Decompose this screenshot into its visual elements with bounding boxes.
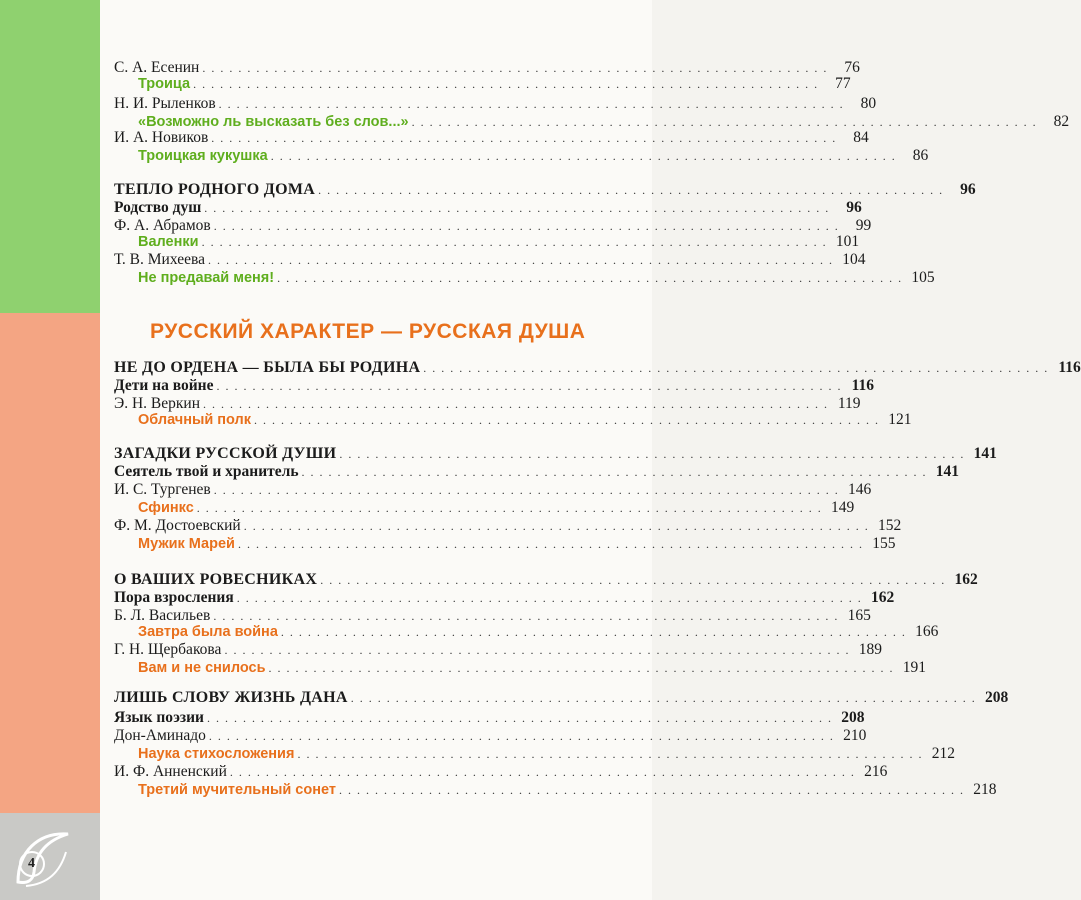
toc-entry[interactable]	[114, 516, 902, 536]
toc-entry-page: 149	[831, 499, 855, 516]
toc-leader-dots: . . . . . . . . . . . . . . . . . . . . . . . . . . . . . . . . . . . . . . . . . . . . . . . . . . . . . . . . . . . . . . . . . . . . . .	[203, 397, 829, 411]
toc-entry[interactable]	[114, 622, 939, 642]
toc-leader-dots: . . . . . . . . . . . . . . . . . . . . . . . . . . . . . . . . . . . . . . . . . . . . . . . . . . . . . . . . . . . . . . . . . . . . . .	[211, 131, 837, 145]
toc-leader-dots: . . . . . . . . . . . . . . . . . . . . . . . . . . . . . . . . . . . . . . . . . . . . . . . . . . . . . . . . . . . . . . . . . . . . . .	[280, 625, 907, 639]
toc-entry-title: «Возможно ль высказать без слов...»	[138, 114, 409, 130]
toc-leader-dots: . . . . . . . . . . . . . . . . . . . . . . . . . . . . . . . . . . . . . . . . . . . . . . . . . . . . . . . . . . . . . . . . . . . . . .	[196, 501, 823, 515]
toc-entry-page: 76	[844, 59, 860, 76]
toc-entry-page: 146	[848, 481, 872, 498]
toc-entry-page: 86	[912, 147, 929, 164]
toc-entry[interactable]	[114, 74, 851, 94]
toc-leader-dots: . . . . . . . . . . . . . . . . . . . . . . . . . . . . . . . . . . . . . . . . . . . . . . . . . . . . . . . . . . . . . . . . . . . . . .	[193, 77, 819, 91]
toc-leader-dots: . . . . . . . . . . . . . . . . . . . . . . . . . . . . . . . . . . . . . . . . . . . . . . . . . . . . . . . . . . . . . . . . . . . . . .	[236, 591, 863, 605]
toc-entry-page: 162	[954, 571, 978, 588]
toc-entry[interactable]	[114, 198, 862, 218]
toc-entry-page: 166	[915, 623, 939, 640]
toc-entry-page: 155	[872, 535, 896, 552]
toc-entry-title: Сфинкс	[138, 500, 194, 516]
toc-entry[interactable]	[114, 762, 888, 782]
toc-entry[interactable]	[114, 658, 926, 678]
toc-leader-dots: . . . . . . . . . . . . . . . . . . . . . . . . . . . . . . . . . . . . . . . . . . . . . . . . . . . . . . . . . . . . . . . . . . . . . .	[243, 519, 870, 533]
toc-leader-dots: . . . . . . . . . . . . . . . . . . . . . . . . . . . . . . . . . . . . . . . . . . . . . . . . . . . . . . . . . . . . . . . . . . . . . .	[277, 271, 903, 285]
toc-entry[interactable]	[114, 410, 912, 430]
toc-entry-title: Н. И. Рыленков	[114, 95, 216, 112]
toc-leader-dots: . . . . . . . . . . . . . . . . . . . . . . . . . . . . . . . . . . . . . . . . . . . . . . . . . . . . . . . . . . . . . . . . . . . . . .	[338, 783, 965, 797]
toc-entry-title: Наука стихосложения	[138, 746, 295, 762]
toc-entry-page: 212	[931, 745, 955, 762]
toc-entry[interactable]	[114, 94, 877, 114]
toc-entry-title: Г. Н. Щербакова	[114, 641, 222, 658]
toc-entry[interactable]	[114, 180, 976, 200]
toc-entry-page: 119	[837, 395, 861, 412]
toc-entry[interactable]	[114, 534, 896, 554]
toc-entry-page: 141	[973, 445, 997, 462]
toc-entry[interactable]	[114, 708, 865, 728]
toc-entry-page: 96	[960, 181, 976, 198]
toc-entry-page: 116	[851, 377, 874, 394]
toc-entry-title: Облачный полк	[138, 412, 252, 428]
toc-entry-title: И. А. Новиков	[114, 129, 209, 146]
toc-entry[interactable]	[114, 726, 867, 746]
toc-entry-title: Пора взросления	[114, 589, 234, 606]
toc-entry-page: 77	[835, 75, 851, 92]
toc-entry-title: Дон-Аминадо	[114, 727, 206, 744]
toc-entry-page: 165	[847, 607, 871, 624]
toc-leader-dots: . . . . . . . . . . . . . . . . . . . . . . . . . . . . . . . . . . . . . . . . . . . . . . . . . . . . . . . . . . . . . . . . . . . . . .	[423, 361, 1049, 375]
toc-leader-dots: . . . . . . . . . . . . . . . . . . . . . . . . . . . . . . . . . . . . . . . . . . . . . . . . . . . . . . . . . . . . . . . . . . . . . .	[229, 765, 856, 779]
toc-leader-dots: . . . . . . . . . . . . . . . . . . . . . . . . . . . . . . . . . . . . . . . . . . . . . . . . . . . . . . . . . . . . . . . . . . . . . .	[218, 97, 845, 111]
toc-leader-dots: . . . . . . . . . . . . . . . . . . . . . . . . . . . . . . . . . . . . . . . . . . . . . . . . . . . . . . . . . . . . . . . . . . . . . .	[224, 643, 850, 657]
toc-entry-title: И. С. Тургенев	[114, 481, 211, 498]
toc-entry-page: 141	[935, 463, 960, 480]
toc-entry-page: 104	[842, 251, 866, 268]
toc-entry-title: Дети на войне	[114, 377, 214, 394]
toc-entry-title: Троицкая кукушка	[138, 148, 268, 164]
toc-entry-title: Ф. М. Достоевский	[114, 517, 241, 534]
salmon-margin-band	[0, 313, 100, 813]
toc-entry-page: 82	[1053, 113, 1070, 130]
toc-entry-page: 116	[1058, 359, 1081, 376]
toc-entry[interactable]	[114, 480, 872, 500]
part-heading: РУССКИЙ ХАРАКТЕР — РУССКАЯ ДУША	[150, 320, 586, 343]
toc-entry[interactable]	[114, 232, 860, 252]
toc-entry-title: Третий мучительный сонет	[138, 782, 336, 798]
toc-entry-page: 80	[860, 95, 877, 112]
toc-entry-title: Вам и не снилось	[138, 660, 266, 676]
toc-entry[interactable]	[114, 462, 960, 482]
toc-entry-title: ЛИШЬ СЛОВУ ЖИЗНЬ ДАНА	[114, 689, 348, 706]
toc-entry-page: 99	[855, 217, 872, 234]
toc-entry-title: Язык поэзии	[114, 709, 204, 726]
toc-entry[interactable]	[114, 688, 1009, 708]
toc-entry-page: 105	[911, 269, 935, 286]
toc-entry-title: Мужик Марей	[138, 536, 235, 552]
toc-entry[interactable]	[114, 444, 997, 464]
toc-entry-page: 216	[864, 763, 888, 780]
toc-leader-dots: . . . . . . . . . . . . . . . . . . . . . . . . . . . . . . . . . . . . . . . . . . . . . . . . . . . . . . . . . . . . . . . . . . . . . .	[208, 729, 835, 743]
page-number: 4	[28, 856, 35, 871]
toc-entry-title: Сеятель твой и хранитель	[114, 463, 299, 480]
toc-leader-dots: . . . . . . . . . . . . . . . . . . . . . . . . . . . . . . . . . . . . . . . . . . . . . . . . . . . . . . . . . . . . . . . . . . . . . .	[350, 691, 977, 705]
toc-entry-title: Не предавай меня!	[138, 270, 275, 286]
toc-entry[interactable]	[114, 146, 929, 166]
toc-leader-dots: . . . . . . . . . . . . . . . . . . . . . . . . . . . . . . . . . . . . . . . . . . . . . . . . . . . . . . . . . . . . . . . . . . . . . .	[268, 661, 894, 675]
toc-leader-dots: . . . . . . . . . . . . . . . . . . . . . . . . . . . . . . . . . . . . . . . . . . . . . . . . . . . . . . . . . . . . . . . . . . . . . .	[213, 483, 840, 497]
toc-entry-title: ЗАГАДКИ РУССКОЙ ДУШИ	[114, 445, 337, 462]
toc-entry[interactable]	[114, 128, 869, 148]
toc-leader-dots: . . . . . . . . . . . . . . . . . . . . . . . . . . . . . . . . . . . . . . . . . . . . . . . . . . . . . . . . . . . . . . . . . . . . . .	[339, 447, 965, 461]
toc-entry[interactable]	[114, 780, 997, 800]
toc-leader-dots: . . . . . . . . . . . . . . . . . . . . . . . . . . . . . . . . . . . . . . . . . . . . . . . . . . . . . . . . . . . . . . . . . . . . . .	[411, 115, 1038, 129]
toc-entry-page: 162	[870, 589, 895, 606]
toc-entry-title: Б. Л. Васильев	[114, 607, 211, 624]
toc-leader-dots: . . . . . . . . . . . . . . . . . . . . . . . . . . . . . . . . . . . . . . . . . . . . . . . . . . . . . . . . . . . . . . . . . . . . . .	[202, 61, 828, 75]
toc-leader-dots: . . . . . . . . . . . . . . . . . . . . . . . . . . . . . . . . . . . . . . . . . . . . . . . . . . . . . . . . . . . . . . . . . . . . . .	[297, 747, 923, 761]
toc-entry-page: 218	[973, 781, 997, 798]
toc-entry-page: 189	[858, 641, 882, 658]
toc-entry[interactable]	[114, 588, 895, 608]
toc-leader-dots: . . . . . . . . . . . . . . . . . . . . . . . . . . . . . . . . . . . . . . . . . . . . . . . . . . . . . . . . . . . . . . . . . . . . . .	[301, 465, 928, 479]
toc-entry[interactable]	[114, 376, 874, 396]
toc-entry-title: О ВАШИХ РОВЕСНИКАХ	[114, 571, 318, 588]
toc-entry-page: 84	[853, 129, 869, 146]
toc-entry-title: И. Ф. Анненский	[114, 763, 227, 780]
toc-leader-dots: . . . . . . . . . . . . . . . . . . . . . . . . . . . . . . . . . . . . . . . . . . . . . . . . . . . . . . . . . . . . . . . . . . . . . .	[201, 235, 828, 249]
toc-leader-dots: . . . . . . . . . . . . . . . . . . . . . . . . . . . . . . . . . . . . . . . . . . . . . . . . . . . . . . . . . . . . . . . . . . . . . .	[216, 379, 842, 393]
toc-leader-dots: . . . . . . . . . . . . . . . . . . . . . . . . . . . . . . . . . . . . . . . . . . . . . . . . . . . . . . . . . . . . . . . . . . . . . .	[204, 201, 830, 215]
toc-entry[interactable]	[114, 268, 935, 288]
toc-entry-page: 96	[846, 199, 862, 216]
toc-entry-page: 191	[902, 659, 926, 676]
toc-entry-title: Завтра была война	[138, 624, 278, 640]
toc-leader-dots: . . . . . . . . . . . . . . . . . . . . . . . . . . . . . . . . . . . . . . . . . . . . . . . . . . . . . . . . . . . . . . . . . . . . . .	[254, 413, 880, 427]
toc-entry[interactable]	[114, 640, 882, 660]
toc-entry-page: 208	[985, 689, 1009, 706]
toc-leader-dots: . . . . . . . . . . . . . . . . . . . . . . . . . . . . . . . . . . . . . . . . . . . . . . . . . . . . . . . . . . . . . . . . . . . . . .	[270, 149, 897, 163]
toc-entry-title: Ф. А. Абрамов	[114, 217, 211, 234]
toc-leader-dots: . . . . . . . . . . . . . . . . . . . . . . . . . . . . . . . . . . . . . . . . . . . . . . . . . . . . . . . . . . . . . . . . . . . . . .	[207, 711, 833, 725]
toc-entry[interactable]	[114, 744, 955, 764]
toc-entry[interactable]	[114, 498, 855, 518]
toc-entry[interactable]	[114, 570, 978, 590]
toc-entry-page: 210	[843, 727, 867, 744]
page-ornament-icon	[8, 822, 78, 892]
green-margin-band	[0, 0, 100, 313]
toc-leader-dots: . . . . . . . . . . . . . . . . . . . . . . . . . . . . . . . . . . . . . . . . . . . . . . . . . . . . . . . . . . . . . . . . . . . . . .	[320, 573, 946, 587]
toc-leader-dots: . . . . . . . . . . . . . . . . . . . . . . . . . . . . . . . . . . . . . . . . . . . . . . . . . . . . . . . . . . . . . . . . . . . . . .	[213, 219, 840, 233]
toc-entry-title: Валенки	[138, 234, 199, 250]
toc-leader-dots: . . . . . . . . . . . . . . . . . . . . . . . . . . . . . . . . . . . . . . . . . . . . . . . . . . . . . . . . . . . . . . . . . . . . . .	[213, 609, 839, 623]
toc-entry-title: ТЕПЛО РОДНОГО ДОМА	[114, 181, 316, 198]
toc-entry-page: 121	[888, 411, 912, 428]
toc-entry-title: Т. В. Михеева	[114, 251, 205, 268]
toc-leader-dots: . . . . . . . . . . . . . . . . . . . . . . . . . . . . . . . . . . . . . . . . . . . . . . . . . . . . . . . . . . . . . . . . . . . . . .	[207, 253, 834, 267]
toc-leader-dots: . . . . . . . . . . . . . . . . . . . . . . . . . . . . . . . . . . . . . . . . . . . . . . . . . . . . . . . . . . . . . . . . . . . . . .	[237, 537, 864, 551]
toc-entry[interactable]	[114, 250, 866, 270]
toc-entry-title: С. А. Есенин	[114, 59, 200, 76]
toc-entry-title: Родство душ	[114, 199, 202, 216]
toc-entry-page: 208	[841, 709, 865, 726]
toc-entry-page: 101	[835, 233, 860, 250]
toc-entry[interactable]	[114, 358, 1081, 378]
toc-entry-title: Троица	[138, 76, 191, 92]
toc-entry-title: НЕ ДО ОРДЕНА — БЫЛА БЫ РОДИНА	[114, 359, 421, 376]
toc-entry-title: Э. Н. Веркин	[114, 395, 201, 412]
toc-leader-dots: . . . . . . . . . . . . . . . . . . . . . . . . . . . . . . . . . . . . . . . . . . . . . . . . . . . . . . . . . . . . . . . . . . . . . .	[318, 183, 944, 197]
toc-entry-page: 152	[877, 517, 902, 534]
